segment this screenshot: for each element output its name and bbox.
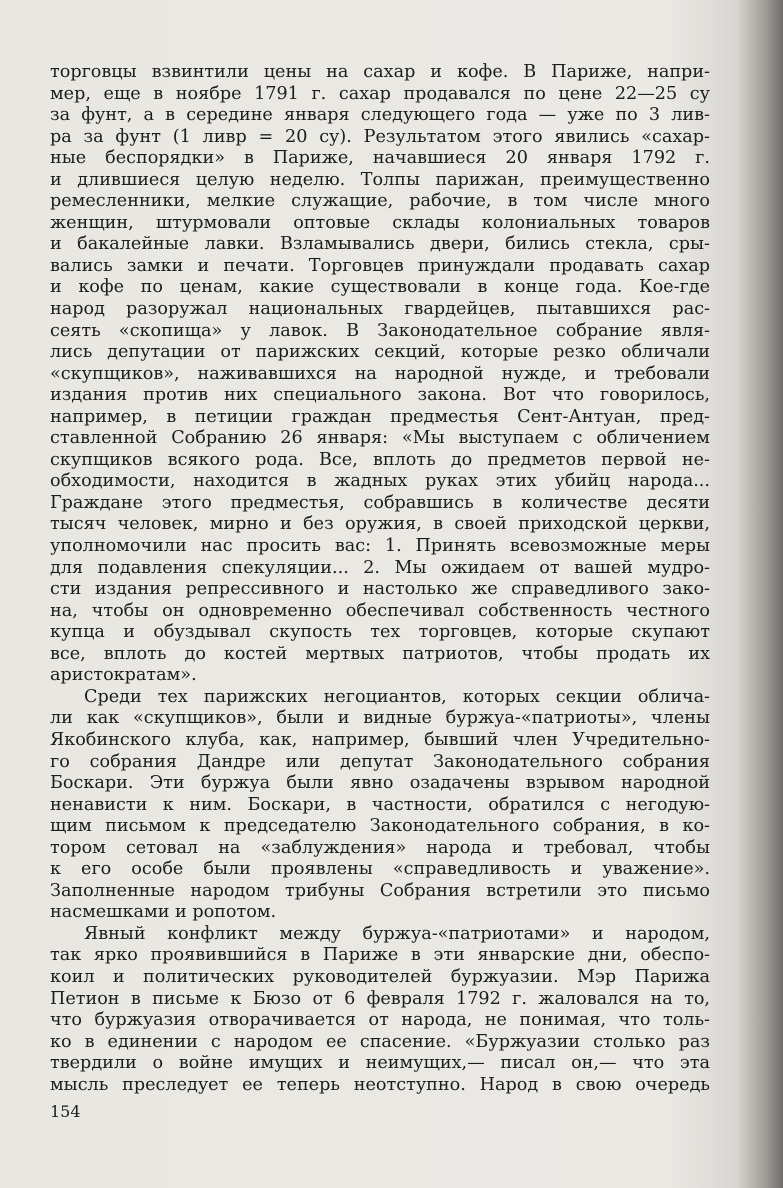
- text-line: ли как «скупщиков», были и видные буржуа-«патриоты», члены: [50, 708, 710, 729]
- text-line: Петион в письме к Бюзо от 6 февраля 1792 г. жаловался на то,: [50, 988, 710, 1009]
- text-line: го собрания Дандре или депутат Законодательного собрания: [50, 751, 710, 772]
- text-line: сти издания репрессивного и настолько же справедливого зако-: [50, 579, 710, 600]
- text-line: так ярко проявившийся в Париже в эти январские дни, обеспо-: [50, 945, 710, 966]
- text-line: мер, еще в ноябре 1791 г. сахар продавался по цене 22—25 су: [50, 83, 710, 104]
- text-line: твердили о войне имущих и неимущих,— писал он,— что эта: [50, 1053, 710, 1074]
- text-line: купца и обуздывал скупость тех торговцев, которые скупают: [50, 622, 710, 643]
- text-line: Якобинского клуба, как, например, бывший член Учредительно-: [50, 729, 710, 750]
- text-line: например, в петиции граждан предместья Сент-Антуан, пред-: [50, 406, 710, 427]
- text-line: Заполненные народом трибуны Собрания встретили это письмо: [50, 880, 710, 901]
- text-line: торговцы взвинтили цены на сахар и кофе. В Париже, напри-: [50, 62, 710, 82]
- text-line: Явный конфликт между буржуа-«патриотами» и народом,: [84, 923, 710, 944]
- text-line: скупщиков всякого рода. Все, вплоть до предметов первой не-: [50, 449, 710, 470]
- text-line: щим письмом к председателю Законодательного собрания, в ко-: [50, 816, 710, 837]
- text-line: все, вплоть до костей мертвых патриотов, чтобы продать их: [50, 643, 710, 664]
- text-line: вались замки и печати. Торговцев принуждали продавать сахар: [50, 255, 710, 276]
- page-number: 154: [50, 1102, 81, 1121]
- text-line: «скупщиков», наживавшихся на народной нужде, и требовали: [50, 363, 710, 384]
- text-line: за фунт, а в середине января следующего года — уже по 3 лив-: [50, 105, 710, 126]
- text-line: и кофе по ценам, какие существовали в конце года. Кое-где: [50, 277, 710, 298]
- text-line: сеять «скопища» у лавок. В Законодательное собрание явля-: [50, 320, 710, 341]
- text-line: издания против них специального закона. Вот что говорилось,: [50, 385, 710, 406]
- text-line: Граждане этого предместья, собравшись в количестве десяти: [50, 492, 710, 513]
- text-line: тором сетовал на «заблуждения» народа и требовал, чтобы: [50, 837, 710, 858]
- text-line: ставленной Собранию 26 января: «Мы выступаем с обличением: [50, 428, 710, 449]
- text-line: ные беспорядки» в Париже, начавшиеся 20 января 1792 г.: [50, 148, 710, 169]
- text-line: мысль преследует ее теперь неотступно. Народ в свою очередь: [50, 1074, 710, 1095]
- text-line: уполномочили нас просить вас: 1. Принять всевозможные меры: [50, 536, 710, 557]
- text-line: и длившиеся целую неделю. Толпы парижан, преимущественно: [50, 169, 710, 190]
- text-line: ремесленники, мелкие служащие, рабочие, в том числе много: [50, 191, 710, 212]
- text-line: к его особе были проявлены «справедливость и уважение».: [50, 859, 710, 880]
- text-line: Боскари. Эти буржуа были явно озадачены взрывом народной: [50, 773, 710, 794]
- text-line: аристократам».: [50, 665, 197, 686]
- text-line: что буржуазия отворачивается от народа, не понимая, что толь-: [50, 1010, 710, 1031]
- text-line: обходимости, находится в жадных руках этих убийц народа...: [50, 471, 710, 492]
- text-line: ко в единении с народом ее спасение. «Буржуазии столько раз: [50, 1031, 710, 1052]
- text-line: на, чтобы он одновременно обеспечивал собственность честного: [50, 600, 710, 621]
- text-line: лись депутации от парижских секций, которые резко обличали: [50, 342, 710, 363]
- text-line: коил и политических руководителей буржуазии. Мэр Парижа: [50, 966, 710, 987]
- text-line: для подавления спекуляции... 2. Мы ожидаем от вашей мудро-: [50, 557, 710, 578]
- body-text: [50, 62, 710, 1096]
- text-line: Среди тех парижских негоциантов, которых секции облича-: [84, 686, 710, 707]
- text-line: ненависти к ним. Боскари, в частности, обратился с негодую-: [50, 794, 710, 815]
- text-line: женщин, штурмовали оптовые склады колониальных товаров: [50, 212, 710, 233]
- text-line: народ разоружал национальных гвардейцев, пытавшихся рас-: [50, 299, 710, 320]
- text-line: ра за фунт (1 ливр = 20 су). Результатом этого явились «сахар-: [50, 126, 710, 147]
- text-line: тысяч человек, мирно и без оружия, в своей приходской церкви,: [50, 514, 710, 535]
- text-line: насмешками и ропотом.: [50, 902, 277, 923]
- text-line: и бакалейные лавки. Взламывались двери, бились стекла, сры-: [50, 234, 710, 255]
